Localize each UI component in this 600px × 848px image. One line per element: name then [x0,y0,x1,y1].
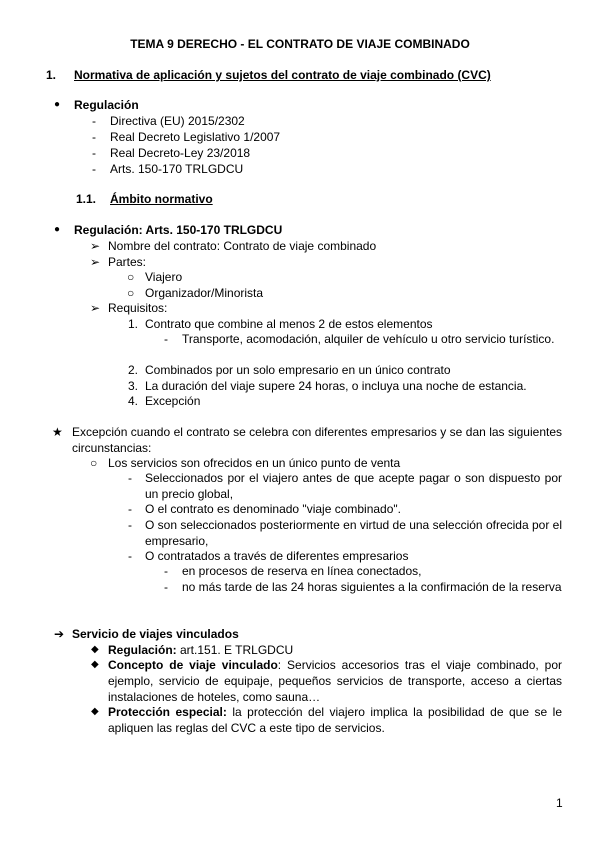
dash-icon: - [128,549,132,563]
partes-item: Viajero [145,270,183,284]
dash-icon: - [92,130,96,144]
vinculados-proteccion [108,704,562,736]
vinculados-heading: Servicio de viajes vinculados [72,627,239,641]
vinculados-reg-text: art.151. E TRLGDCU [176,643,294,657]
excepcion-subitem: en procesos de reserva en línea conectados, [182,564,422,578]
regulacion-item: Arts. 150-170 TRLGDCU [110,162,244,176]
subsection-number: 1.1. [76,192,97,206]
requisito-item: Contrato que combine al menos 2 de estos elementos [145,317,433,331]
requisitos-label: Requisitos: [108,301,168,315]
excepcion-subitem: no más tarde de las 24 horas siguientes a la confirmación de la reserva [182,580,562,594]
dash-icon: - [92,162,96,176]
partes-item: Organizador/Minorista [145,286,264,300]
dash-icon: - [128,518,132,532]
section-1-number: 1. [46,68,57,82]
vinculados-proteccion-text: la protección del viajero implica la posibilidad de que se le apliquen las reglas del CVC a este tipo de servicios. [108,705,563,735]
requisito-item: La duración del viaje supere 24 horas, o incluya una noche de estancia. [145,379,527,393]
nombre-contrato: Nombre del contrato: Contrato de viaje combinado [108,239,377,253]
subsection-heading: Ámbito normativo [110,192,213,206]
regulacion-label: Regulación [74,98,139,112]
dash-icon: - [128,471,132,485]
vinculados-concepto [108,657,562,705]
requisito-number: 4. [128,394,139,408]
regulacion-item: Real Decreto Legislativo 1/2007 [110,130,281,144]
excepcion-text: Excepción cuando el contrato se celebra con diferentes empresarios y se dan las siguientes circunstancias: [72,425,562,455]
diamond-icon: ◆ [91,644,99,655]
requisito-subitem: Transporte, acomodación, alquiler de vehículo u otro servicio turístico. [182,332,555,346]
arrow-icon: ➢ [90,255,101,269]
circle-icon: ○ [127,270,135,284]
requisito-number: 3. [128,379,139,393]
requisito-item: Excepción [145,394,201,408]
page-title: TEMA 9 DERECHO - EL CONTRATO DE VIAJE COMBINADO [130,37,470,51]
dash-icon: - [164,332,168,346]
vinculados-regulacion [108,642,293,658]
section-1-heading: Normativa de aplicación y sujetos del contrato de viaje combinado (CVC) [74,68,491,82]
excepcion-item: O contratados a través de diferentes empresarios [145,549,409,563]
vinculados-concepto-label: Concepto de viaje vinculado [108,658,278,672]
arrow-right-icon: ➔ [54,627,65,641]
bullet-icon: ● [54,224,61,235]
requisito-number: 1. [128,317,139,331]
dash-icon: - [92,114,96,128]
page-number: 1 [556,796,563,810]
diamond-icon: ◆ [91,659,99,670]
circle-icon: ○ [127,286,135,300]
circle-icon: ○ [90,456,98,470]
bullet-icon: ● [54,99,61,110]
regulacion-item: Directiva (EU) 2015/2302 [110,114,245,128]
excepcion-sub: Los servicios son ofrecidos en un único punto de venta [108,456,401,470]
regulacion-arts-label: Regulación: Arts. 150-170 TRLGDCU [74,223,283,237]
partes-label: Partes: [108,255,147,269]
diamond-icon: ◆ [91,706,99,717]
vinculados-reg-label: Regulación: [108,643,177,657]
arrow-icon: ➢ [90,301,101,315]
regulacion-item: Real Decreto-Ley 23/2018 [110,146,251,160]
arrow-icon: ➢ [90,239,101,253]
requisito-item: Combinados por un solo empresario en un único contrato [145,363,451,377]
vinculados-concepto-text: : Servicios accesorios tras el viaje combinado, por ejemplo, servicio de equipaje, pequeños servicios de transporte, acceso a ciertas instalaciones de hoteles, como sauna… [108,658,562,704]
dash-icon: - [164,580,168,594]
excepcion-item: O son seleccionados posteriormente en virtud de una selección ofrecida por el empresario, [145,518,562,548]
star-icon: ★ [52,425,63,439]
dash-icon: - [164,564,168,578]
dash-icon: - [92,146,96,160]
requisito-number: 2. [128,363,139,377]
dash-icon: - [128,502,132,516]
excepcion-item: Seleccionados por el viajero antes de que acepte pagar o son dispuesto por un precio global, [145,471,562,501]
vinculados-proteccion-label: Protección especial: [108,705,227,719]
excepcion-item: O el contrato es denominado "viaje combinado". [145,502,402,516]
